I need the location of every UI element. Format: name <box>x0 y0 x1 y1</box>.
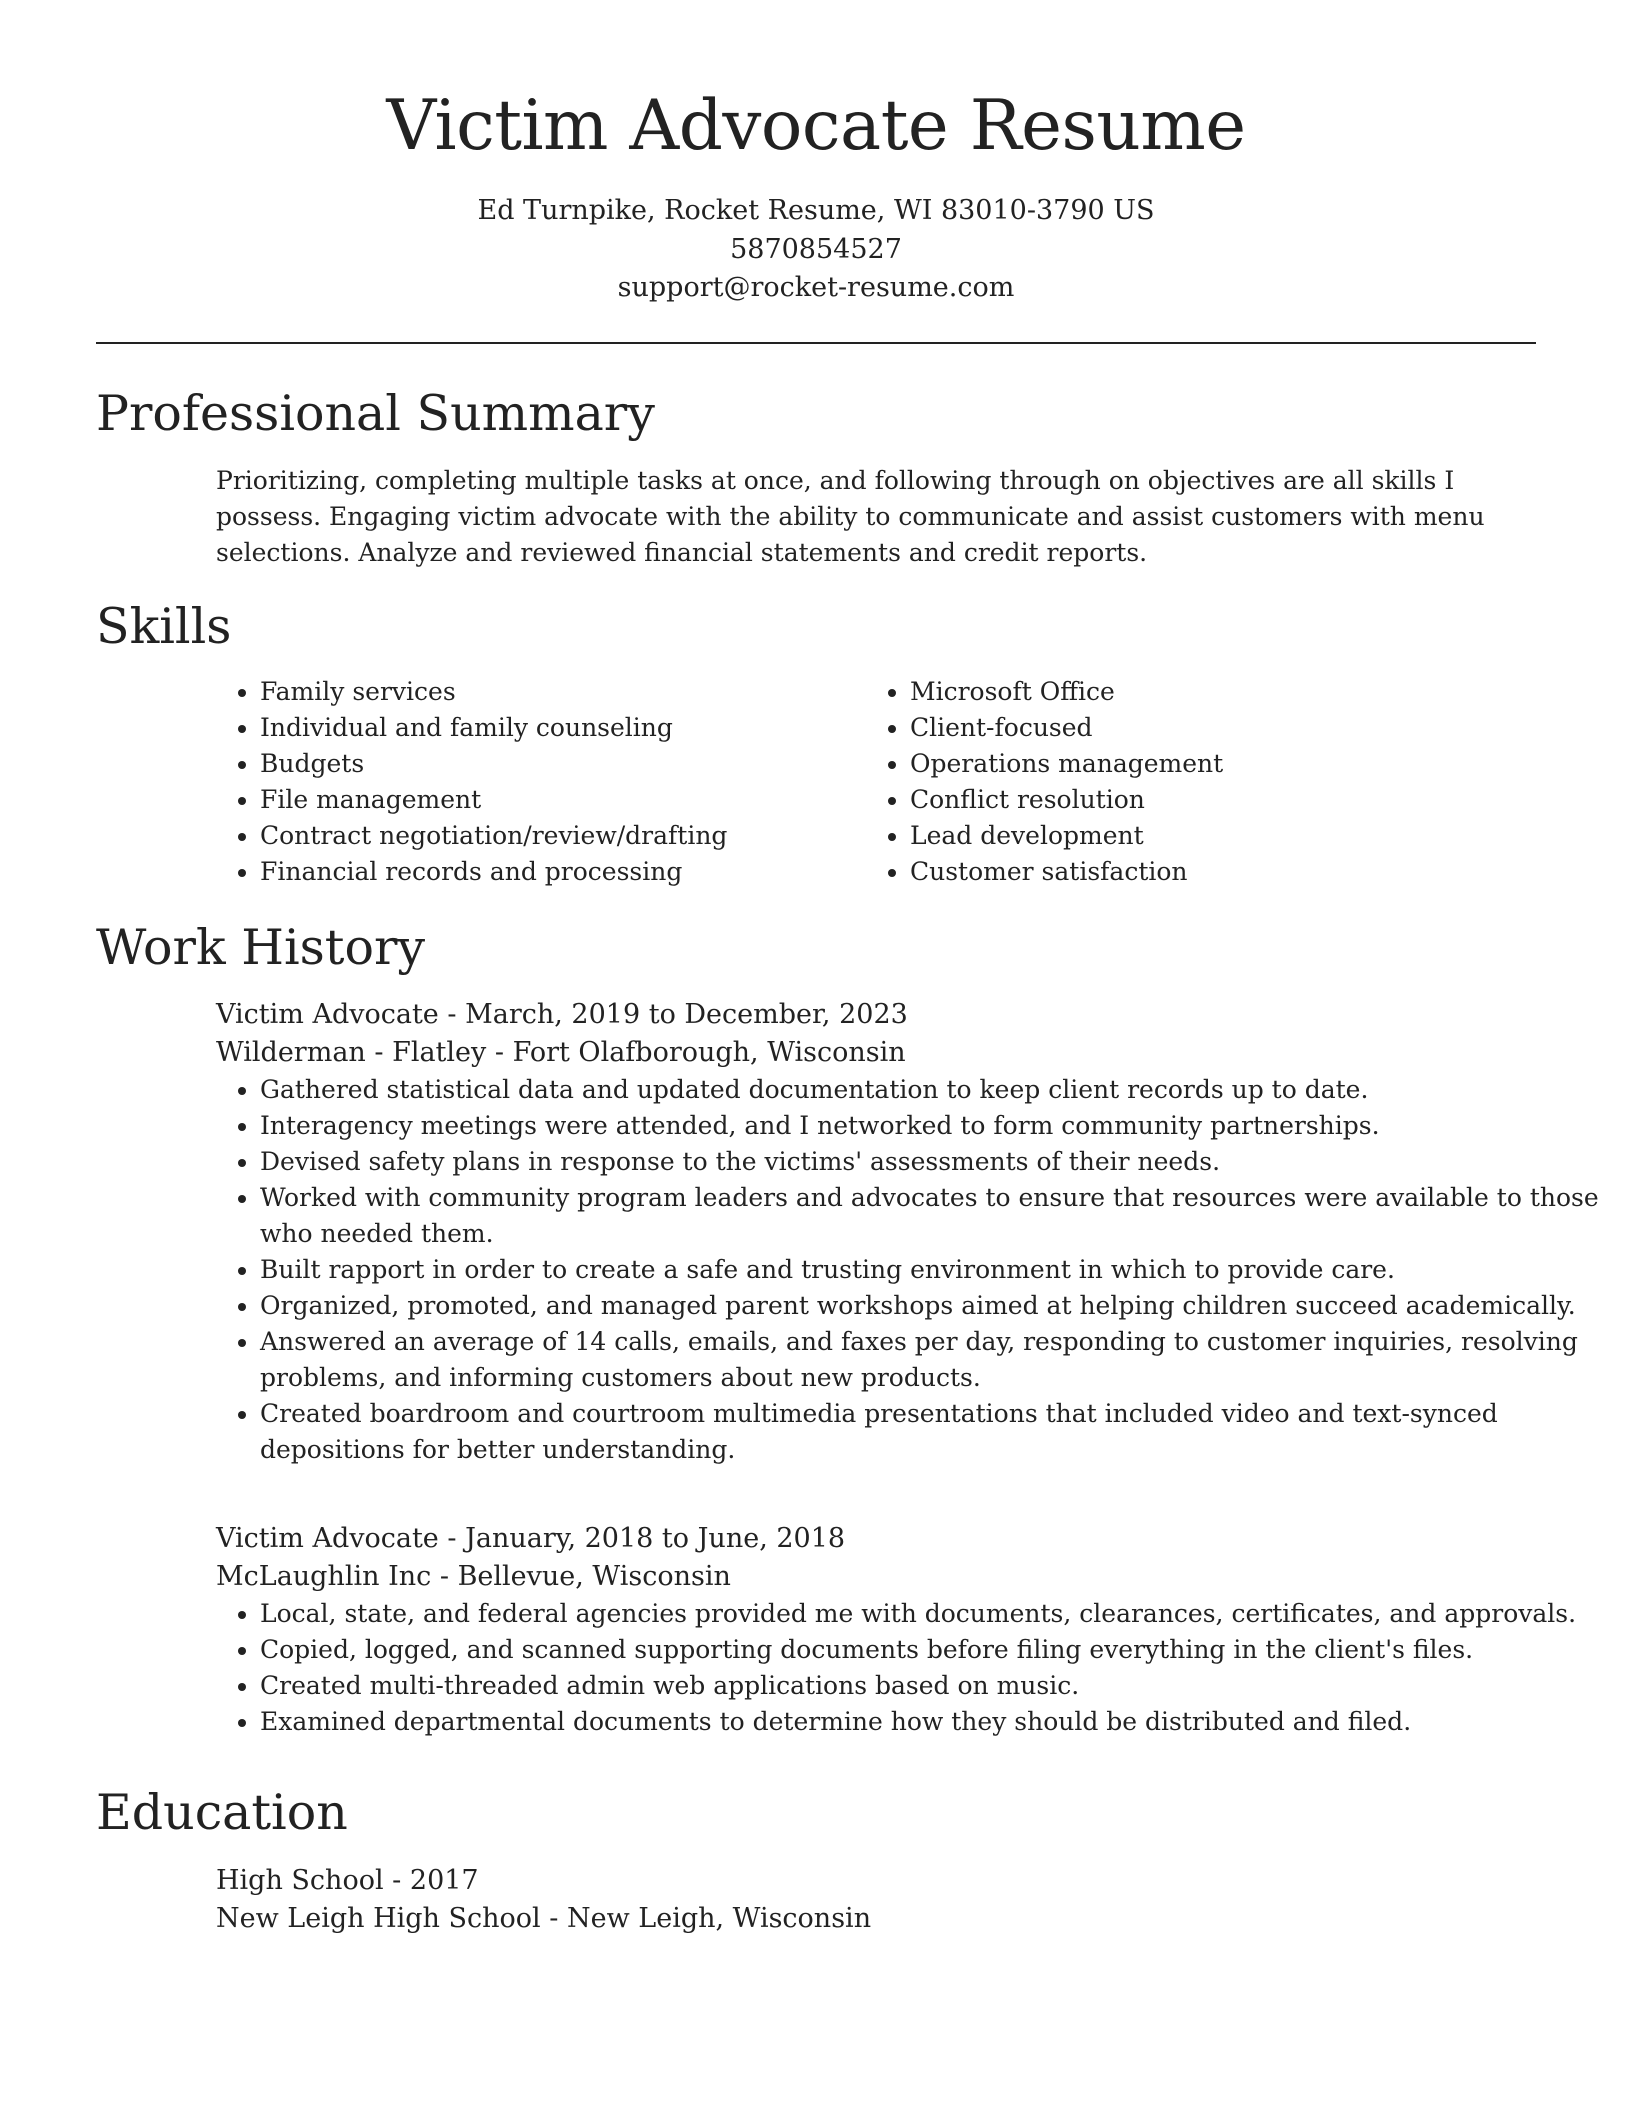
job-bullet: • Worked with community program leaders and advocates to ensure that resources were available to those who needed them. <box>260 1180 1600 1252</box>
job-bullet: • Created multi-threaded admin web applications based on music. <box>260 1668 1600 1704</box>
contact-email: support@rocket-resume.com <box>617 272 1015 303</box>
skill-item: • Budgets <box>260 746 880 782</box>
skill-item: • Conflict resolution <box>910 782 1530 818</box>
skill-item: • File management <box>260 782 880 818</box>
skills-list-right <box>866 674 1530 890</box>
job-dates: March, 2019 to December, 2023 <box>465 999 908 1030</box>
separator: - <box>438 999 466 1030</box>
skill-item: • Lead development <box>910 818 1530 854</box>
separator: - <box>486 1037 513 1068</box>
job-entry <box>216 996 1599 1468</box>
skill-item: • Financial records and processing <box>260 854 880 890</box>
contact-phone: 5870854527 <box>730 234 902 265</box>
separator: - <box>383 1865 410 1896</box>
education-entry <box>216 1862 1516 1938</box>
work-history-heading: Work History <box>96 919 426 976</box>
job-company-line <box>216 1034 1516 1072</box>
job-bullets <box>216 1596 1600 1740</box>
job-company: Wilderman - Flatley <box>216 1037 487 1068</box>
contact-address: Ed Turnpike, Rocket Resume, WI 83010-3790 US <box>477 195 1155 226</box>
job-bullet: • Answered an average of 14 calls, emails, and faxes per day, responding to customer inquiries, resolving problems, and informing customers about new products. <box>260 1324 1600 1396</box>
skill-item: • Customer satisfaction <box>910 854 1530 890</box>
separator: - <box>431 1561 458 1592</box>
skills-list-left <box>216 674 880 890</box>
skills-heading: Skills <box>96 598 232 655</box>
resume-title: Victim Advocate Resume <box>386 86 1246 166</box>
separator: - <box>438 1523 466 1554</box>
education-year: 2017 <box>409 1865 479 1896</box>
job-title: Victim Advocate <box>216 1523 439 1554</box>
job-bullet: • Built rapport in order to create a safe and trusting environment in which to provide care. <box>260 1252 1600 1288</box>
summary-heading: Professional Summary <box>96 385 655 442</box>
education-degree-line <box>216 1862 1516 1900</box>
job-location: Fort Olafborough, Wisconsin <box>512 1037 906 1068</box>
job-bullet: • Local, state, and federal agencies provided me with documents, clearances, certificates, and approvals. <box>260 1596 1600 1632</box>
education-heading: Education <box>96 1784 348 1841</box>
job-title-line <box>216 1520 1516 1558</box>
skill-item: • Family services <box>260 674 880 710</box>
job-title-line <box>216 996 1516 1034</box>
job-entry <box>216 1520 1577 1740</box>
job-bullet: • Interagency meetings were attended, and I networked to form community partnerships. <box>260 1108 1600 1144</box>
skill-item: • Client-focused <box>910 710 1530 746</box>
education-location: New Leigh, Wisconsin <box>566 1903 872 1934</box>
job-bullet: • Gathered statistical data and updated documentation to keep client records up to date. <box>260 1072 1600 1108</box>
job-location: Bellevue, Wisconsin <box>457 1561 731 1592</box>
job-bullet: • Copied, logged, and scanned supporting documents before filing everything in the client's files. <box>260 1632 1600 1668</box>
header-divider <box>96 342 1536 344</box>
job-dates: January, 2018 to June, 2018 <box>465 1523 846 1554</box>
job-company: McLaughlin Inc <box>216 1561 432 1592</box>
job-bullets <box>216 1072 1600 1468</box>
skill-item: • Individual and family counseling <box>260 710 880 746</box>
summary-text: Prioritizing, completing multiple tasks at once, and following through on objectives are all skills I possess. Engaging victim advocate with the ability to communicate and assist customers with menu selections. Analyze and reviewed financial statements and credit reports. <box>216 466 1485 567</box>
job-bullet: • Organized, promoted, and managed parent workshops aimed at helping children succeed academically. <box>260 1288 1600 1324</box>
job-company-line <box>216 1558 1516 1596</box>
education-school-line <box>216 1900 1516 1938</box>
education-degree: High School <box>216 1865 384 1896</box>
job-bullet: • Examined departmental documents to determine how they should be distributed and filed. <box>260 1704 1600 1740</box>
education-school: New Leigh High School <box>216 1903 541 1934</box>
skill-item: • Contract negotiation/review/drafting <box>260 818 880 854</box>
job-bullet: • Created boardroom and courtroom multimedia presentations that included video and text-synced depositions for better understanding. <box>260 1396 1600 1468</box>
skill-item: • Microsoft Office <box>910 674 1530 710</box>
job-title: Victim Advocate <box>216 999 439 1030</box>
job-bullet: • Devised safety plans in response to the victims' assessments of their needs. <box>260 1144 1600 1180</box>
separator: - <box>540 1903 567 1934</box>
skill-item: • Operations management <box>910 746 1530 782</box>
